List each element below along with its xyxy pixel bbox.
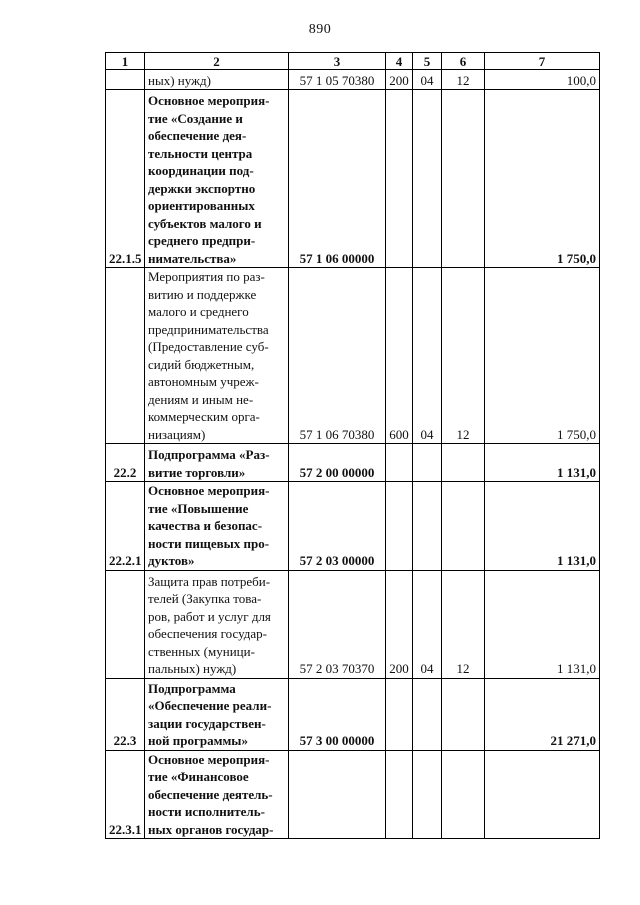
row-code <box>289 750 386 839</box>
row-name <box>145 90 289 268</box>
row-section <box>413 678 442 750</box>
row-code: 57 3 00 00000 <box>289 678 386 750</box>
header-col-4: 4 <box>386 53 413 70</box>
row-name-lines <box>148 92 285 267</box>
row-name-lines <box>148 751 285 839</box>
row-expense-type <box>386 444 413 482</box>
row-name-line: координации под- <box>148 163 254 178</box>
table-header-row <box>106 53 600 70</box>
row-amount: 1 750,0 <box>485 90 600 268</box>
header-col-1: 1 <box>106 53 145 70</box>
row-name-lines <box>148 482 285 570</box>
row-amount: 1 131,0 <box>485 570 600 678</box>
row-name-lines <box>148 680 285 750</box>
row-name-line: витие торговли» <box>148 464 246 480</box>
row-amount <box>485 750 600 839</box>
row-name-line: Основное мероприя- <box>148 93 270 108</box>
row-name-line: низациям) <box>148 426 206 442</box>
row-name-line: обеспечения государ- <box>148 626 267 641</box>
table-row <box>106 90 600 268</box>
row-subsection <box>442 90 485 268</box>
row-name-line: тие «Финансовое <box>148 769 249 784</box>
row-expense-type <box>386 750 413 839</box>
row-number <box>106 70 145 90</box>
row-number: 22.2 <box>106 444 145 482</box>
row-number: 22.1.5 <box>106 90 145 268</box>
row-name-line: ных органов государ- <box>148 821 274 837</box>
table-row <box>106 750 600 839</box>
row-subsection: 12 <box>442 570 485 678</box>
table-row <box>106 70 600 90</box>
row-expense-type: 600 <box>386 268 413 444</box>
row-expense-type: 200 <box>386 70 413 90</box>
row-expense-type: 200 <box>386 570 413 678</box>
row-name-line: Основное мероприя- <box>148 751 270 767</box>
row-name-line: нимательства» <box>148 250 237 266</box>
row-subsection <box>442 678 485 750</box>
row-name-line: качества и безопас- <box>148 518 263 533</box>
row-name-line: среднего предпри- <box>148 233 256 248</box>
row-name-line: ственных (муници- <box>148 643 255 659</box>
row-number <box>106 570 145 678</box>
row-name-line: держки экспортно <box>148 180 256 196</box>
row-name-lines <box>148 573 285 678</box>
row-name-line: ности исполнитель- <box>148 804 265 819</box>
row-section <box>413 750 442 839</box>
row-amount: 21 271,0 <box>485 678 600 750</box>
row-name-line: пальных) нужд) <box>148 661 237 676</box>
row-name-line: ности пищевых про- <box>148 535 270 551</box>
row-subsection: 12 <box>442 268 485 444</box>
row-name-line: (Предоставление суб- <box>148 339 269 354</box>
row-name-line: Защита прав потреби- <box>148 573 271 589</box>
row-section <box>413 90 442 268</box>
row-name-line: витию и поддержке <box>148 286 257 302</box>
row-code: 57 1 05 70380 <box>289 70 386 90</box>
row-name-line: ров, работ и услуг для <box>148 608 271 624</box>
row-subsection <box>442 444 485 482</box>
header-col-3: 3 <box>289 53 386 70</box>
row-name-line: Основное мероприя- <box>148 483 270 498</box>
row-name <box>145 678 289 750</box>
row-name-line: тие «Повышение <box>148 500 249 516</box>
row-number: 22.3.1 <box>106 750 145 839</box>
budget-table <box>105 52 600 839</box>
row-name-line: тие «Создание и <box>148 110 243 126</box>
row-name-line: дениям и иным не- <box>148 391 254 407</box>
row-expense-type <box>386 90 413 268</box>
header-col-2: 2 <box>145 53 289 70</box>
row-name <box>145 444 289 482</box>
row-subsection <box>442 750 485 839</box>
row-name <box>145 482 289 571</box>
row-name-lines <box>148 72 285 90</box>
row-code: 57 1 06 00000 <box>289 90 386 268</box>
table-row <box>106 482 600 571</box>
row-name-line: зации государствен- <box>148 715 266 731</box>
row-name-line: субъектов малого и <box>148 215 262 231</box>
row-name-line: автономным учреж- <box>148 374 259 389</box>
row-name-line: дуктов» <box>148 553 195 568</box>
row-subsection <box>442 482 485 571</box>
row-number: 22.2.1 <box>106 482 145 571</box>
row-name-line: обеспечение дея- <box>148 128 247 143</box>
row-name-line: обеспечение деятель- <box>148 786 273 802</box>
row-name-line: Подпрограмма <box>148 680 236 696</box>
row-name-line: ориентированных <box>148 198 255 213</box>
header-col-6: 6 <box>442 53 485 70</box>
table-body <box>106 70 600 839</box>
table-row <box>106 268 600 444</box>
row-name <box>145 570 289 678</box>
row-name-lines <box>148 268 285 443</box>
row-amount: 1 131,0 <box>485 482 600 571</box>
row-name-line: «Обеспечение реали- <box>148 698 272 713</box>
row-name-lines <box>148 446 285 481</box>
row-name-line: сидий бюджетным, <box>148 356 255 372</box>
row-section: 04 <box>413 268 442 444</box>
row-expense-type <box>386 678 413 750</box>
row-number <box>106 268 145 444</box>
row-name <box>145 268 289 444</box>
row-name-line: ных) нужд) <box>148 72 211 88</box>
table-row <box>106 444 600 482</box>
table-row <box>106 678 600 750</box>
row-name <box>145 750 289 839</box>
header-col-5: 5 <box>413 53 442 70</box>
page-number: 890 <box>308 22 332 37</box>
row-name-line: Подпрограмма «Раз- <box>148 447 270 462</box>
row-section: 04 <box>413 570 442 678</box>
header-col-7: 7 <box>485 53 600 70</box>
row-name-line: тельности центра <box>148 145 253 161</box>
row-number: 22.3 <box>106 678 145 750</box>
row-section <box>413 444 442 482</box>
row-name-line: Мероприятия по раз- <box>148 269 265 284</box>
row-section: 04 <box>413 70 442 90</box>
row-code: 57 2 00 00000 <box>289 444 386 482</box>
row-name-line: телей (Закупка това- <box>148 591 262 606</box>
row-code: 57 2 03 00000 <box>289 482 386 571</box>
row-section <box>413 482 442 571</box>
row-code: 57 1 06 70380 <box>289 268 386 444</box>
row-name-line: малого и среднего <box>148 304 249 319</box>
table-row <box>106 570 600 678</box>
row-amount: 1 131,0 <box>485 444 600 482</box>
row-code: 57 2 03 70370 <box>289 570 386 678</box>
row-name-line: предпринимательства <box>148 321 269 337</box>
row-name-line: ной программы» <box>148 733 248 748</box>
row-amount: 100,0 <box>485 70 600 90</box>
row-subsection: 12 <box>442 70 485 90</box>
row-expense-type <box>386 482 413 571</box>
row-name <box>145 70 289 90</box>
row-amount: 1 750,0 <box>485 268 600 444</box>
row-name-line: коммерческим орга- <box>148 409 260 424</box>
